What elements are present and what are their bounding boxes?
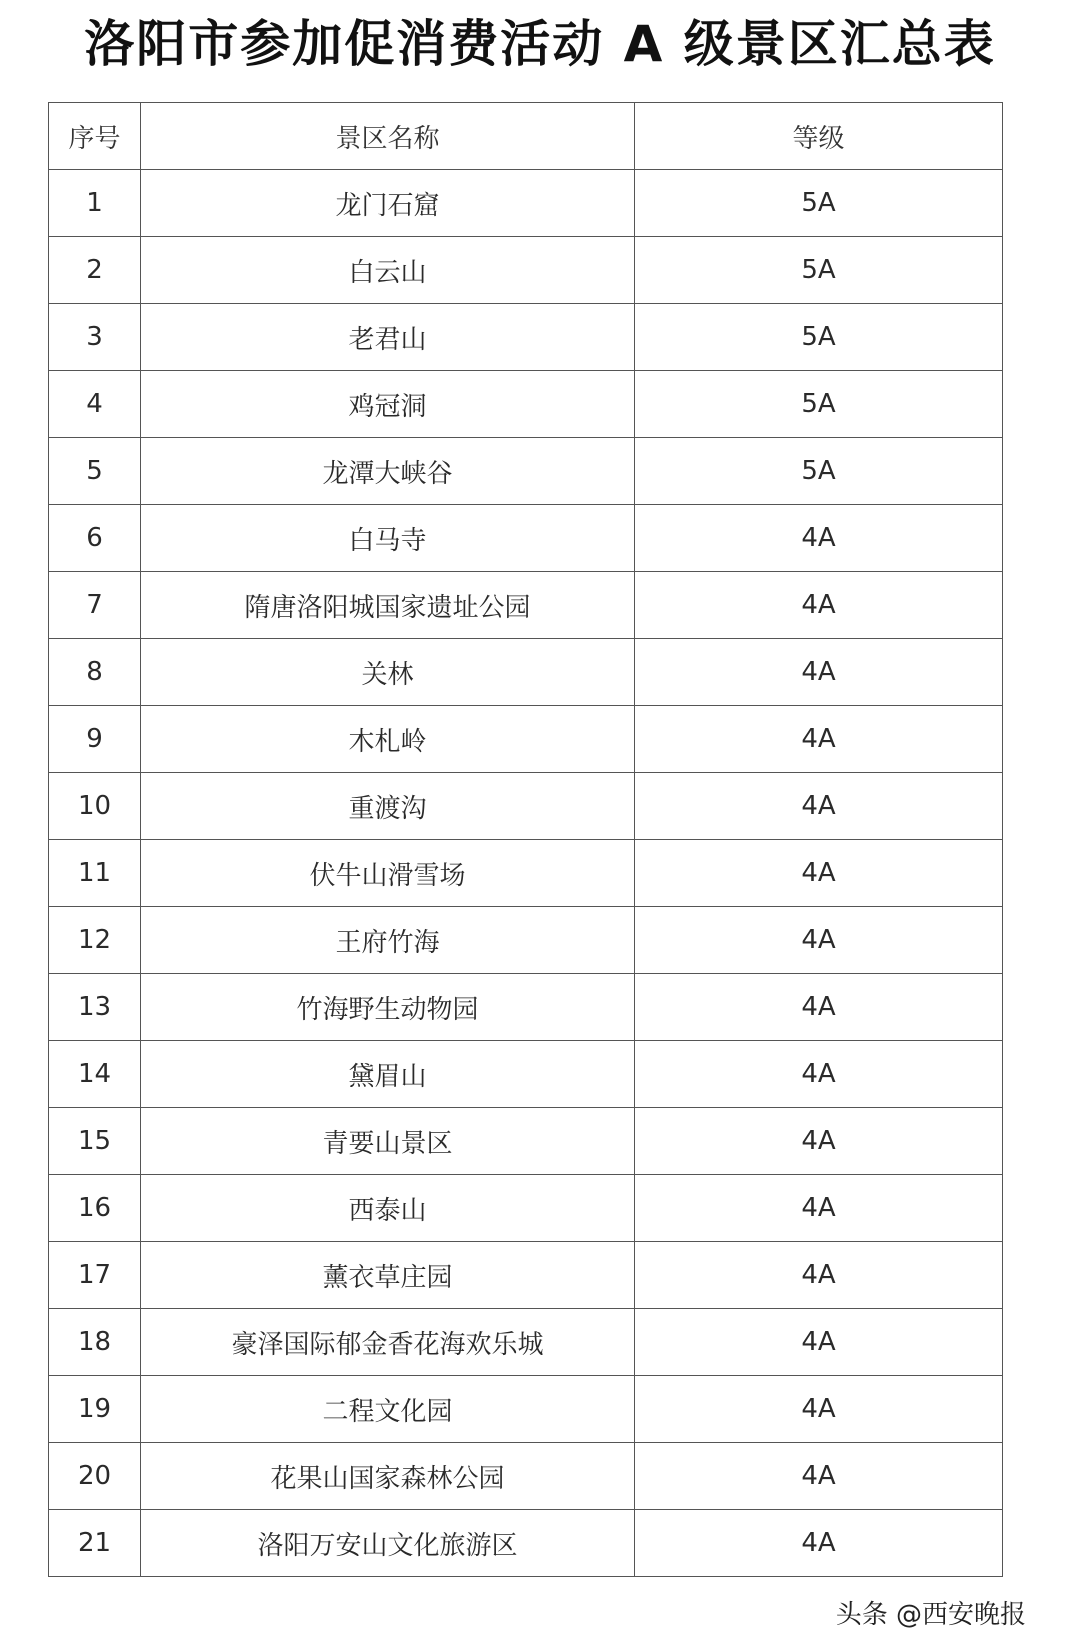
cell-serial-number: 11 xyxy=(49,840,141,907)
table-row xyxy=(49,304,1003,371)
cell-grade: 4A xyxy=(635,572,1003,639)
cell-serial-number: 7 xyxy=(49,572,141,639)
cell-grade: 4A xyxy=(635,840,1003,907)
cell-scenic-name: 关林 xyxy=(141,639,635,706)
cell-scenic-name: 老君山 xyxy=(141,304,635,371)
cell-grade: 5A xyxy=(635,438,1003,505)
cell-serial-number: 12 xyxy=(49,907,141,974)
table-row xyxy=(49,572,1003,639)
cell-grade: 4A xyxy=(635,1443,1003,1510)
cell-grade: 4A xyxy=(635,505,1003,572)
cell-serial-number: 6 xyxy=(49,505,141,572)
cell-grade: 4A xyxy=(635,639,1003,706)
table-row xyxy=(49,237,1003,304)
cell-scenic-name: 竹海野生动物园 xyxy=(141,974,635,1041)
cell-grade: 5A xyxy=(635,304,1003,371)
cell-serial-number: 13 xyxy=(49,974,141,1041)
table-row xyxy=(49,170,1003,237)
table-row xyxy=(49,1376,1003,1443)
table-row xyxy=(49,907,1003,974)
cell-grade: 4A xyxy=(635,1510,1003,1577)
table-row xyxy=(49,371,1003,438)
cell-grade: 5A xyxy=(635,170,1003,237)
cell-scenic-name: 木札岭 xyxy=(141,706,635,773)
cell-serial-number: 4 xyxy=(49,371,141,438)
table-row xyxy=(49,840,1003,907)
cell-serial-number: 14 xyxy=(49,1041,141,1108)
cell-scenic-name: 花果山国家森林公园 xyxy=(141,1443,635,1510)
cell-scenic-name: 洛阳万安山文化旅游区 xyxy=(141,1510,635,1577)
cell-serial-number: 21 xyxy=(49,1510,141,1577)
table-row xyxy=(49,1175,1003,1242)
cell-scenic-name: 隋唐洛阳城国家遗址公园 xyxy=(141,572,635,639)
table-row xyxy=(49,974,1003,1041)
cell-grade: 4A xyxy=(635,974,1003,1041)
cell-scenic-name: 西泰山 xyxy=(141,1175,635,1242)
table-row xyxy=(49,438,1003,505)
cell-serial-number: 9 xyxy=(49,706,141,773)
cell-grade: 4A xyxy=(635,907,1003,974)
cell-serial-number: 17 xyxy=(49,1242,141,1309)
cell-serial-number: 3 xyxy=(49,304,141,371)
cell-grade: 4A xyxy=(635,1041,1003,1108)
table-row xyxy=(49,1510,1003,1577)
cell-grade: 4A xyxy=(635,706,1003,773)
table-row xyxy=(49,1443,1003,1510)
cell-grade: 5A xyxy=(635,371,1003,438)
cell-grade: 4A xyxy=(635,1242,1003,1309)
cell-serial-number: 18 xyxy=(49,1309,141,1376)
cell-serial-number: 19 xyxy=(49,1376,141,1443)
header-grade: 等级 xyxy=(635,103,1003,170)
cell-scenic-name: 豪泽国际郁金香花海欢乐城 xyxy=(141,1309,635,1376)
cell-scenic-name: 黛眉山 xyxy=(141,1041,635,1108)
table-row xyxy=(49,1309,1003,1376)
cell-serial-number: 5 xyxy=(49,438,141,505)
cell-serial-number: 15 xyxy=(49,1108,141,1175)
cell-scenic-name: 白云山 xyxy=(141,237,635,304)
table-row xyxy=(49,1041,1003,1108)
cell-scenic-name: 二程文化园 xyxy=(141,1376,635,1443)
cell-grade: 4A xyxy=(635,1309,1003,1376)
cell-grade: 5A xyxy=(635,237,1003,304)
cell-serial-number: 20 xyxy=(49,1443,141,1510)
table-row xyxy=(49,1242,1003,1309)
cell-scenic-name: 薰衣草庄园 xyxy=(141,1242,635,1309)
cell-scenic-name: 白马寺 xyxy=(141,505,635,572)
cell-grade: 4A xyxy=(635,1175,1003,1242)
header-serial-number: 序号 xyxy=(49,103,141,170)
cell-grade: 4A xyxy=(635,1108,1003,1175)
cell-grade: 4A xyxy=(635,1376,1003,1443)
cell-serial-number: 2 xyxy=(49,237,141,304)
table-row xyxy=(49,639,1003,706)
cell-scenic-name: 伏牛山滑雪场 xyxy=(141,840,635,907)
cell-serial-number: 1 xyxy=(49,170,141,237)
table-row xyxy=(49,773,1003,840)
page-title: 洛阳市参加促消费活动 A 级景区汇总表 xyxy=(84,15,996,73)
cell-scenic-name: 龙潭大峡谷 xyxy=(141,438,635,505)
table-row xyxy=(49,1108,1003,1175)
cell-scenic-name: 重渡沟 xyxy=(141,773,635,840)
source-watermark: 头条 @西安晚报 xyxy=(835,1600,1026,1630)
cell-serial-number: 10 xyxy=(49,773,141,840)
cell-grade: 4A xyxy=(635,773,1003,840)
table-row xyxy=(49,505,1003,572)
cell-scenic-name: 青要山景区 xyxy=(141,1108,635,1175)
table-body xyxy=(49,170,1003,1577)
cell-serial-number: 8 xyxy=(49,639,141,706)
table-row xyxy=(49,706,1003,773)
scenic-area-table xyxy=(48,102,1003,1577)
table-header-row xyxy=(49,103,1003,170)
cell-scenic-name: 王府竹海 xyxy=(141,907,635,974)
cell-scenic-name: 龙门石窟 xyxy=(141,170,635,237)
cell-serial-number: 16 xyxy=(49,1175,141,1242)
header-scenic-name: 景区名称 xyxy=(141,103,635,170)
cell-scenic-name: 鸡冠洞 xyxy=(141,371,635,438)
